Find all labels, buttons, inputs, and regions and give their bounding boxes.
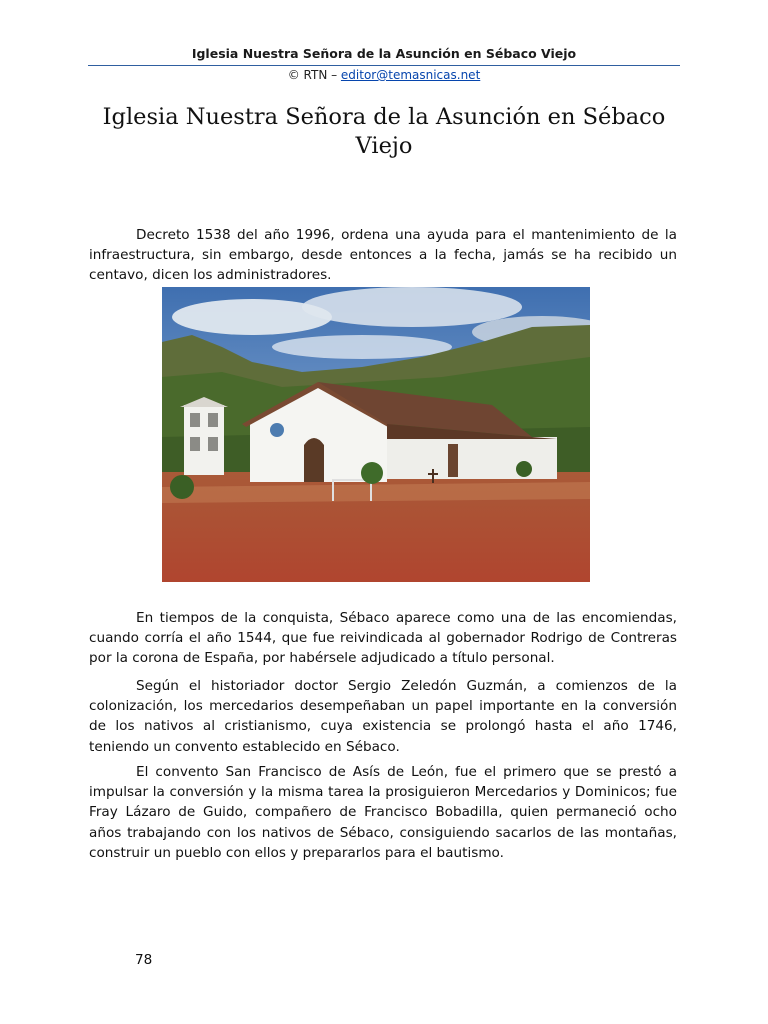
article-title: Iglesia Nuestra Señora de la Asunción en Sébaco Viejo: [102, 104, 666, 159]
paragraph-decreto: Decreto 1538 del año 1996, ordena una ayuda para el mantenimiento de la infraestructura, sin embargo, desde entonces a la fecha, jamás se ha recibido un centavo, dicen los administradores.: [89, 227, 677, 284]
running-header: Iglesia Nuestra Señora de la Asunción en Sébaco Viejo: [191, 46, 577, 61]
page-number: 78: [135, 952, 153, 968]
paragraph-conquista: En tiempos de la conquista, Sébaco aparece como una de las encomiendas, cuando corría el año 1544, que fue reivindicada al gobernador Rodrigo de Contreras por la corona de España, por habérsele adjudicado a título personal.: [89, 610, 677, 667]
editor-email-link[interactable]: editor@temasnicas.net: [340, 68, 481, 82]
header-rule: [88, 65, 680, 66]
credit-line: [0, 68, 768, 82]
church-photo: [162, 287, 590, 582]
paragraph-mercedarios: Según el historiador doctor Sergio Zeledón Guzmán, a comienzos de la colonización, los mercedarios desempeñaban un papel importante en la conversión de los nativos al cristianismo, cuya existencia se prolongó hasta el año 1746, teniendo un convento establecido en Sébaco.: [89, 678, 677, 755]
paragraph-convento: El convento San Francisco de Asís de León, fue el primero que se prestó a impulsar la conversión y la misma tarea la prosiguieron Mercedarios y Dominicos; fue Fray Lázaro de Guido, compañero de Francisco Bobadilla, quien permaneció ocho años trabajando con los nativos de Sébaco, consiguiendo sacarlos de las montañas, construir un pueblo con ellos y prepararlos para el bautismo.: [89, 764, 677, 861]
credit-prefix: © RTN –: [287, 68, 341, 82]
